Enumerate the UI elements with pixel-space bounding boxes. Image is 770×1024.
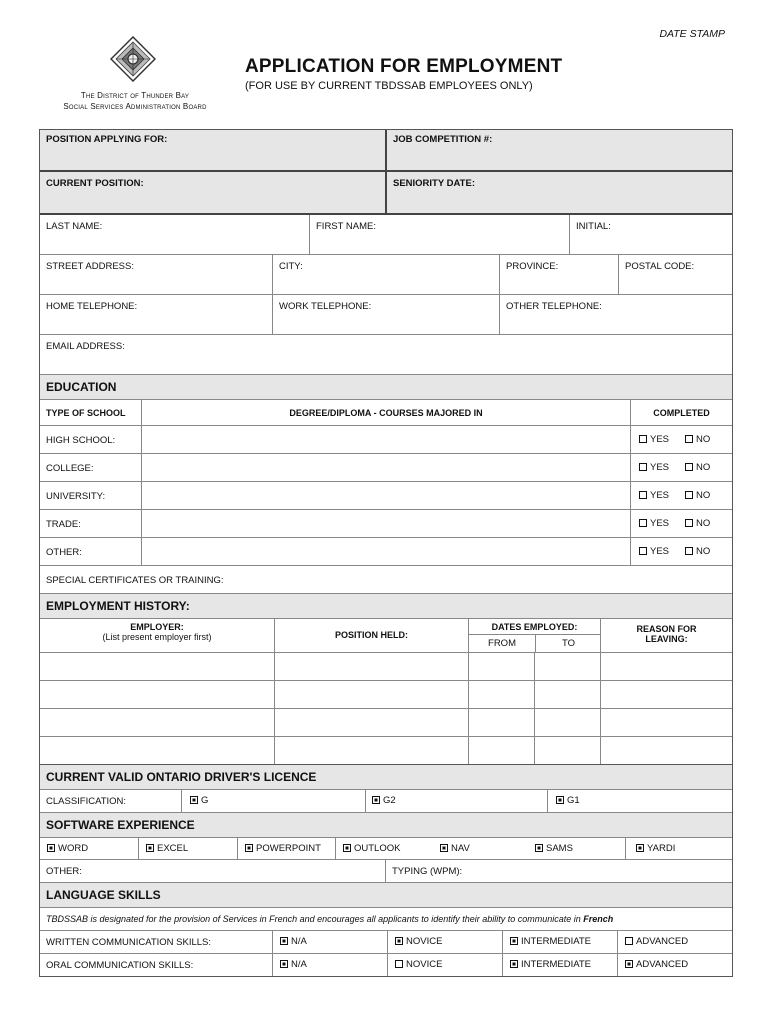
completed-yes-checkbox[interactable]: YES [639, 462, 669, 473]
degree-field[interactable] [141, 426, 630, 453]
degree-header: DEGREE/DIPLOMA - COURSES MAJORED IN [141, 400, 630, 425]
typing-wpm-field[interactable]: TYPING (WPM): [385, 860, 732, 882]
checkbox-icon [639, 435, 647, 443]
software-option-sams[interactable]: SAMS [527, 838, 625, 859]
to-header: TO [535, 635, 601, 652]
current-position-row [40, 172, 732, 215]
degree-field[interactable] [141, 454, 630, 481]
position-applying-field[interactable]: POSITION APPLYING FOR: [46, 134, 168, 145]
employer-field[interactable] [40, 681, 274, 708]
checkbox-icon [685, 435, 693, 443]
position-row [40, 130, 732, 172]
completed-options [630, 538, 732, 565]
checkbox-icon [685, 491, 693, 499]
completed-options [630, 510, 732, 537]
licence-option-g2[interactable]: G2 [365, 790, 547, 812]
date-to-field[interactable] [534, 737, 600, 764]
written-level-advanced[interactable]: ADVANCED [617, 931, 732, 953]
language-note-row [40, 908, 732, 931]
checkbox-icon [510, 960, 518, 968]
checkbox-icon [395, 937, 403, 945]
education-row [40, 482, 732, 510]
software-row [40, 838, 732, 860]
position-held-field[interactable] [274, 681, 468, 708]
employment-row [40, 737, 732, 765]
completed-options [630, 482, 732, 509]
software-option-word[interactable]: WORD [40, 838, 138, 859]
date-from-field[interactable] [468, 709, 534, 736]
checkbox-icon [636, 844, 644, 852]
employment-header-row [40, 619, 732, 653]
special-certificates-row [40, 566, 732, 594]
home-telephone-field[interactable]: HOME TELEPHONE: [46, 301, 138, 312]
software-other-row [40, 860, 732, 883]
written-communication-label: WRITTEN COMMUNICATION SKILLS: [46, 937, 212, 948]
seniority-date-field[interactable]: SENIORITY DATE: [385, 172, 732, 213]
completed-yes-checkbox[interactable]: YES [639, 546, 669, 557]
education-section-header: EDUCATION [40, 375, 732, 400]
date-to-field[interactable] [534, 681, 600, 708]
checkbox-icon [535, 844, 543, 852]
position-held-field[interactable] [274, 653, 468, 680]
completed-yes-checkbox[interactable]: YES [639, 490, 669, 501]
education-row [40, 426, 732, 454]
completed-header: COMPLETED [630, 400, 732, 425]
software-option-excel[interactable]: EXCEL [138, 838, 237, 859]
date-from-field[interactable] [468, 737, 534, 764]
degree-field[interactable] [141, 510, 630, 537]
employer-field[interactable] [40, 737, 274, 764]
school-type-label: OTHER: [46, 547, 82, 558]
software-option-yardi[interactable]: YARDI [625, 838, 732, 859]
email-row [40, 335, 732, 375]
checkbox-icon [685, 519, 693, 527]
position-held-header: POSITION HELD: [274, 619, 468, 652]
telephone-row [40, 295, 732, 335]
checkbox-icon [639, 463, 647, 471]
degree-field[interactable] [141, 482, 630, 509]
email-address-field[interactable]: EMAIL ADDRESS: [46, 341, 125, 352]
licence-section-header: CURRENT VALID ONTARIO DRIVER'S LICENCE [40, 765, 732, 790]
employment-row [40, 709, 732, 737]
checkbox-icon [47, 844, 55, 852]
address-row [40, 255, 732, 295]
checkbox-icon [280, 937, 288, 945]
checkbox-icon [372, 796, 380, 804]
software-section-header: SOFTWARE EXPERIENCE [40, 813, 732, 838]
date-to-field[interactable] [534, 709, 600, 736]
education-header-row [40, 400, 732, 426]
checkbox-icon [685, 463, 693, 471]
city-field[interactable]: CITY: [272, 255, 499, 294]
oral-communication-row [40, 954, 732, 977]
school-type-label: TRADE: [46, 519, 81, 530]
form-title: APPLICATION FOR EMPLOYMENT [245, 56, 563, 77]
software-option-powerpoint[interactable]: POWERPOINT [237, 838, 335, 859]
written-level-intermediate[interactable]: INTERMEDIATE [502, 931, 617, 953]
software-option-outlook[interactable]: OUTLOOK [335, 838, 433, 859]
employment-row [40, 681, 732, 709]
education-row [40, 510, 732, 538]
checkbox-icon [280, 960, 288, 968]
education-row [40, 454, 732, 482]
reason-field[interactable] [600, 709, 732, 736]
checkbox-icon [395, 960, 403, 968]
checkbox-icon [343, 844, 351, 852]
checkbox-icon [245, 844, 253, 852]
school-type-label: UNIVERSITY: [46, 491, 106, 502]
postal-code-field[interactable]: POSTAL CODE: [618, 255, 732, 294]
completed-no-checkbox[interactable]: NO [685, 462, 710, 473]
work-telephone-field[interactable]: WORK TELEPHONE: [272, 295, 499, 334]
employer-field[interactable] [40, 709, 274, 736]
name-row [40, 215, 732, 255]
written-level-novice[interactable]: NOVICE [387, 931, 502, 953]
software-option-nav[interactable]: NAV [433, 838, 527, 859]
licence-option-g[interactable]: G [181, 790, 365, 812]
completed-no-checkbox[interactable]: NO [685, 434, 710, 445]
oral-level-na[interactable]: N/A [272, 954, 387, 976]
reason-field[interactable] [600, 681, 732, 708]
date-to-field[interactable] [534, 653, 600, 680]
written-level-na[interactable]: N/A [272, 931, 387, 953]
completed-no-checkbox[interactable]: NO [685, 518, 710, 529]
employment-section-header: EMPLOYMENT HISTORY: [40, 594, 732, 619]
initial-field[interactable]: INITIAL: [569, 215, 732, 254]
oral-communication-label: ORAL COMMUNICATION SKILLS: [46, 960, 194, 971]
position-held-field[interactable] [274, 709, 468, 736]
oral-level-advanced[interactable]: ADVANCED [617, 954, 732, 976]
completed-no-checkbox[interactable]: NO [685, 490, 710, 501]
licence-option-g1[interactable]: G1 [547, 790, 732, 812]
special-certificates-field[interactable]: SPECIAL CERTIFICATES OR TRAINING: [46, 575, 224, 586]
oral-level-novice[interactable]: NOVICE [387, 954, 502, 976]
reason-field[interactable] [600, 737, 732, 764]
checkbox-icon [440, 844, 448, 852]
licence-row [40, 790, 732, 813]
date-from-field[interactable] [468, 653, 534, 680]
first-name-field[interactable]: FIRST NAME: [309, 215, 569, 254]
classification-label: CLASSIFICATION: [46, 796, 127, 807]
checkbox-icon [639, 547, 647, 555]
dates-employed-header: DATES EMPLOYED: FROM TO [468, 619, 600, 652]
school-type-label: HIGH SCHOOL: [46, 435, 116, 446]
other-telephone-field[interactable]: OTHER TELEPHONE: [499, 295, 732, 334]
education-row [40, 538, 732, 566]
checkbox-icon [510, 937, 518, 945]
street-address-field[interactable]: STREET ADDRESS: [46, 261, 134, 272]
employer-header: EMPLOYER: (List present employer first) [102, 622, 212, 642]
employer-field[interactable] [40, 653, 274, 680]
checkbox-icon [556, 796, 564, 804]
from-header: FROM [488, 638, 516, 649]
date-stamp-label: DATE STAMP [659, 28, 725, 40]
checkbox-icon [146, 844, 154, 852]
checkbox-icon [685, 547, 693, 555]
position-held-field[interactable] [274, 737, 468, 764]
last-name-field[interactable]: LAST NAME: [46, 221, 103, 232]
checkbox-icon [639, 491, 647, 499]
type-of-school-header: TYPE OF SCHOOL [46, 408, 126, 418]
checkbox-icon [639, 519, 647, 527]
degree-field[interactable] [141, 538, 630, 565]
completed-yes-checkbox[interactable]: YES [639, 518, 669, 529]
job-competition-field[interactable]: JOB COMPETITION #: [385, 130, 732, 170]
employment-row [40, 653, 732, 681]
checkbox-icon [625, 960, 633, 968]
language-note: TBDSSAB is designated for the provision of Services in French and encourages all applicants to identify their ability to communicate in French [46, 914, 614, 924]
school-type-label: COLLEGE: [46, 463, 94, 474]
current-position-field[interactable]: CURRENT POSITION: [46, 178, 144, 189]
organization-name: The District of Thunder Bay Social Services Administration Board [63, 91, 207, 111]
form-subtitle: (FOR USE BY CURRENT TBDSSAB EMPLOYEES ONLY) [245, 80, 533, 92]
software-other-field[interactable]: OTHER: [46, 866, 82, 877]
completed-no-checkbox[interactable]: NO [685, 546, 710, 557]
application-form [39, 129, 733, 977]
oral-level-intermediate[interactable]: INTERMEDIATE [502, 954, 617, 976]
checkbox-icon [190, 796, 198, 804]
completed-options [630, 454, 732, 481]
tbdssab-logo [110, 36, 156, 82]
written-communication-row [40, 931, 732, 954]
checkbox-icon [625, 937, 633, 945]
reason-header: REASON FOR LEAVING: [600, 619, 732, 652]
reason-field[interactable] [600, 653, 732, 680]
date-from-field[interactable] [468, 681, 534, 708]
completed-options [630, 426, 732, 453]
language-section-header: LANGUAGE SKILLS [40, 883, 732, 908]
province-field[interactable]: PROVINCE: [499, 255, 618, 294]
completed-yes-checkbox[interactable]: YES [639, 434, 669, 445]
